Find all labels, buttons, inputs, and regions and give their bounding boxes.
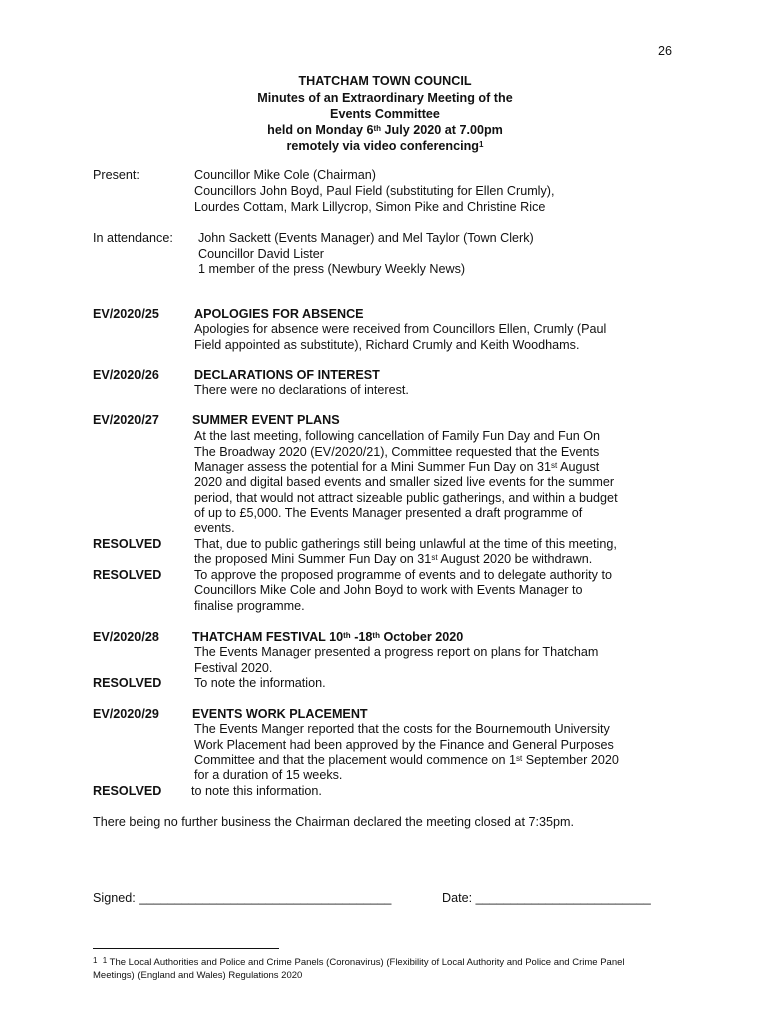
item-text: Festival 2020.: [194, 661, 273, 675]
item-text: period, that would not attract sizeable public gatherings, and within a budget: [194, 491, 618, 505]
resolution-text: the proposed Mini Summer Fun Day on 31st August 2020 be withdrawn.: [194, 552, 593, 566]
item-text: The Events Manger reported that the costs for the Bournemouth University: [194, 722, 610, 736]
item-title: APOLOGIES FOR ABSENCE: [194, 307, 364, 321]
resolved-label: RESOLVED: [93, 784, 162, 798]
item-title: EVENTS WORK PLACEMENT: [192, 707, 368, 721]
signature-line: Signed: ____________________________________: [93, 891, 392, 905]
resolution-text: That, due to public gatherings still being unlawful at the time of this meeting,: [194, 537, 617, 551]
item-text: At the last meeting, following cancellation of Family Fun Day and Fun On: [194, 429, 601, 443]
present-label: Present:: [93, 168, 140, 182]
item-text: Committee and that the placement would commence on 1st September 2020: [194, 753, 619, 767]
item-text: Apologies for absence were received from Councillors Ellen, Crumly (Paul: [194, 322, 607, 336]
item-title: SUMMER EVENT PLANS: [192, 413, 340, 427]
item-ref: EV/2020/25: [93, 307, 159, 321]
resolution-text: Councillors Mike Cole and John Boyd to work with Events Manager to: [194, 583, 583, 597]
item-text: for a duration of 15 weeks.: [194, 768, 343, 782]
item-text: There were no declarations of interest.: [194, 383, 409, 397]
item-ref: EV/2020/26: [93, 368, 159, 382]
item-ref: EV/2020/29: [93, 707, 159, 721]
meeting-date: held on Monday 6th July 2020 at 7.00pm: [267, 123, 503, 137]
item-text: The Broadway 2020 (EV/2020/21), Committee requested that the Events: [194, 445, 600, 459]
resolution-text: To note the information.: [194, 676, 326, 690]
resolved-label: RESOLVED: [93, 568, 162, 582]
footnote-divider: [93, 948, 279, 949]
attendance-label: In attendance:: [93, 231, 173, 245]
date-line: Date: _________________________: [442, 891, 651, 905]
item-title: THATCHAM FESTIVAL 10th -18th October 2020: [192, 630, 464, 644]
meeting-title: Minutes of an Extraordinary Meeting of the: [257, 91, 513, 105]
item-text: of up to £5,000. The Events Manager presented a draft programme of: [194, 506, 583, 520]
committee-name: Events Committee: [330, 107, 440, 121]
item-text: events.: [194, 521, 235, 535]
present-line: Councillor Mike Cole (Chairman): [194, 168, 376, 182]
resolution-text: to note this information.: [191, 784, 322, 798]
council-name: THATCHAM TOWN COUNCIL: [298, 74, 472, 88]
item-ref: EV/2020/28: [93, 630, 159, 644]
page-number: 26: [658, 44, 673, 58]
attendance-line: Councillor David Lister: [198, 247, 324, 261]
meeting-format: remotely via video conferencing$^1$: [286, 139, 484, 153]
resolution-text: finalise programme.: [194, 599, 305, 613]
resolved-label: RESOLVED: [93, 676, 162, 690]
item-text: Field appointed as substitute), Richard Crumly and Keith Woodhams.: [194, 338, 580, 352]
item-text: 2020 and digital based events and smaller sized live events for the summer: [194, 475, 615, 489]
resolution-text: To approve the proposed programme of events and to delegate authority to: [194, 568, 612, 582]
closing-statement: There being no further business the Chairman declared the meeting closed at 7:35pm.: [93, 815, 574, 829]
footnote: $^1$ $^1$ The Local Authorities and Police and Crime Panels (Coronavirus) (Flexibility of Local Authority and Police and Crime Panel Meetings) (England and Wales) Regulations 2020: [93, 956, 625, 981]
item-text: The Events Manager presented a progress report on plans for Thatcham: [194, 645, 599, 659]
attendance-line: John Sackett (Events Manager) and Mel Taylor (Town Clerk): [198, 231, 534, 245]
item-title: DECLARATIONS OF INTEREST: [194, 368, 380, 382]
resolved-label: RESOLVED: [93, 537, 162, 551]
item-text: Manager assess the potential for a Mini Summer Fun Day on 31st August: [194, 460, 600, 474]
item-text: Work Placement had been approved by the Finance and General Purposes: [194, 738, 614, 752]
footnote-ref: 1: [479, 140, 484, 149]
present-line: Lourdes Cottam, Mark Lillycrop, Simon Pike and Christine Rice: [194, 200, 546, 214]
present-line: Councillors John Boyd, Paul Field (substituting for Ellen Crumly),: [194, 184, 555, 198]
item-ref: EV/2020/27: [93, 413, 159, 427]
attendance-line: 1 member of the press (Newbury Weekly News): [198, 262, 466, 276]
